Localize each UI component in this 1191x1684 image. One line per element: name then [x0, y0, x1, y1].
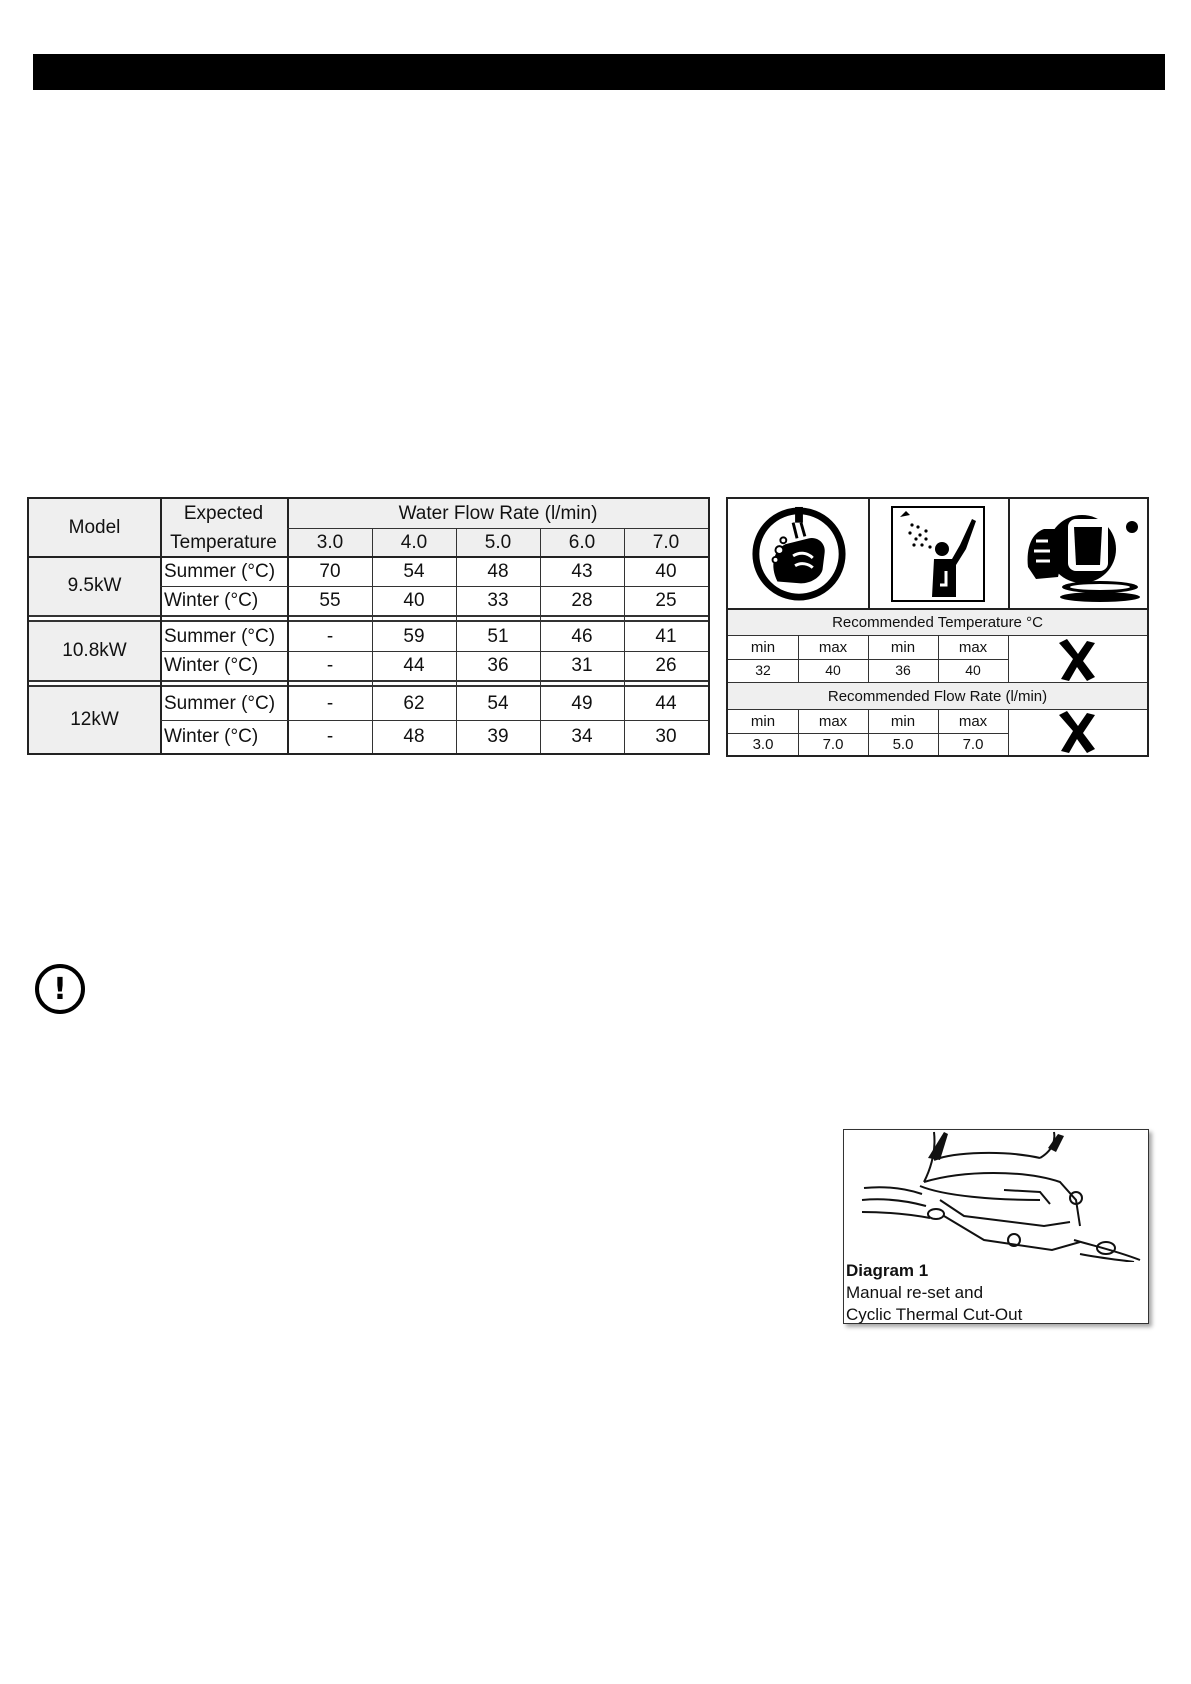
diagram-title: Diagram 1 — [846, 1261, 929, 1280]
table-cell: 54 — [487, 692, 509, 714]
flow-col-header: 6.0 — [540, 528, 624, 557]
temp-label: max — [958, 638, 988, 656]
flow-value: 7.0 — [962, 735, 984, 753]
grid-line — [728, 682, 1147, 683]
flow-col-header: 7.0 — [624, 528, 708, 557]
flow-temperature-table — [27, 497, 710, 755]
table-cell: 25 — [655, 589, 677, 611]
shower-icon — [890, 505, 986, 603]
cross-mark-icon — [1053, 709, 1099, 755]
table-cell: 59 — [403, 625, 425, 647]
table-cell: - — [326, 625, 334, 647]
grid-line — [1008, 709, 1009, 755]
table-cell: 40 — [655, 560, 677, 582]
flow-label: max — [818, 712, 848, 730]
temp-label: min — [890, 638, 916, 656]
table-cell: - — [326, 692, 334, 714]
table-cell: 54 — [403, 560, 425, 582]
flow-label: min — [750, 712, 776, 730]
table-cell: 48 — [487, 560, 509, 582]
table-cell: 43 — [571, 560, 593, 582]
expected-header-line1: Expected — [160, 499, 287, 528]
grid-line — [29, 556, 708, 558]
temp-value: 40 — [825, 662, 841, 678]
flow-rate-header: Water Flow Rate (l/min) — [288, 499, 708, 528]
table-cell: 33 — [487, 589, 509, 611]
table-cell: 51 — [487, 625, 509, 647]
flow-col-header: 5.0 — [456, 528, 540, 557]
temp-label: min — [750, 638, 776, 656]
table-cell: 30 — [655, 725, 677, 747]
recommended-temperature-title: Recommended Temperature °C — [728, 609, 1147, 635]
table-cell: 62 — [403, 692, 425, 714]
temp-value: 32 — [755, 662, 771, 678]
flow-value: 7.0 — [822, 735, 844, 753]
season-label: Summer (°C) — [164, 625, 276, 647]
dish-washing-icon — [1024, 507, 1142, 603]
table-cell: 36 — [487, 654, 509, 676]
flow-label: max — [958, 712, 988, 730]
cross-mark-icon — [1053, 637, 1099, 683]
grid-line — [868, 635, 869, 682]
grid-line — [728, 608, 1147, 610]
model-name: 12kW — [29, 687, 160, 753]
table-cell: 41 — [655, 625, 677, 647]
season-label: Summer (°C) — [164, 692, 276, 714]
diagram-1 — [843, 1129, 1149, 1324]
recommendation-panel — [726, 497, 1149, 757]
grid-line — [287, 528, 708, 529]
flow-value: 3.0 — [752, 735, 774, 753]
row-group-divider — [29, 680, 708, 687]
temp-value: 40 — [965, 662, 981, 678]
grid-line — [1008, 635, 1009, 682]
grid-line — [160, 651, 708, 652]
season-label: Winter (°C) — [164, 725, 259, 747]
flow-col-header: 4.0 — [372, 528, 456, 557]
table-cell: 26 — [655, 654, 677, 676]
exclamation-circle-icon: ! — [35, 964, 85, 1014]
table-cell: - — [326, 725, 334, 747]
diagram-caption-line2: Cyclic Thermal Cut-Out — [846, 1305, 1023, 1324]
grid-line — [1008, 499, 1010, 609]
grid-line — [868, 709, 869, 755]
model-name: 10.8kW — [29, 622, 160, 680]
temp-value: 36 — [895, 662, 911, 678]
thermal-cut-out-illustration — [844, 1130, 1148, 1262]
temp-label: max — [818, 638, 848, 656]
row-group-divider — [29, 615, 708, 622]
grid-line — [798, 635, 799, 682]
diagram-caption-line1: Manual re-set and — [846, 1283, 984, 1302]
table-cell: 28 — [571, 589, 593, 611]
table-cell: 55 — [319, 589, 341, 611]
diagram-caption — [846, 1260, 1022, 1326]
section-header-bar — [33, 54, 1165, 90]
table-cell: 70 — [319, 560, 341, 582]
season-label: Winter (°C) — [164, 654, 259, 676]
recommended-flow-title: Recommended Flow Rate (l/min) — [728, 683, 1147, 709]
grid-line — [160, 720, 708, 721]
grid-line — [938, 709, 939, 755]
flow-col-header: 3.0 — [288, 528, 372, 557]
table-cell: 46 — [571, 625, 593, 647]
grid-line — [938, 635, 939, 682]
table-cell: 49 — [571, 692, 593, 714]
hand-washing-icon — [750, 505, 848, 603]
expected-header-line2: Temperature — [160, 528, 287, 557]
grid-line — [160, 586, 708, 587]
table-cell: 40 — [403, 589, 425, 611]
table-cell: 31 — [571, 654, 593, 676]
table-cell: - — [326, 654, 334, 676]
grid-line — [287, 499, 289, 753]
table-cell: 44 — [403, 654, 425, 676]
model-name: 9.5kW — [29, 557, 160, 615]
table-cell: 34 — [571, 725, 593, 747]
flow-label: min — [890, 712, 916, 730]
table-cell: 39 — [487, 725, 509, 747]
season-label: Winter (°C) — [164, 589, 259, 611]
table-cell: 48 — [403, 725, 425, 747]
grid-line — [160, 499, 162, 753]
grid-line — [868, 499, 870, 609]
grid-line — [798, 709, 799, 755]
season-label: Summer (°C) — [164, 560, 276, 582]
model-header: Model — [29, 499, 160, 557]
table-cell: 44 — [655, 692, 677, 714]
flow-value: 5.0 — [892, 735, 914, 753]
